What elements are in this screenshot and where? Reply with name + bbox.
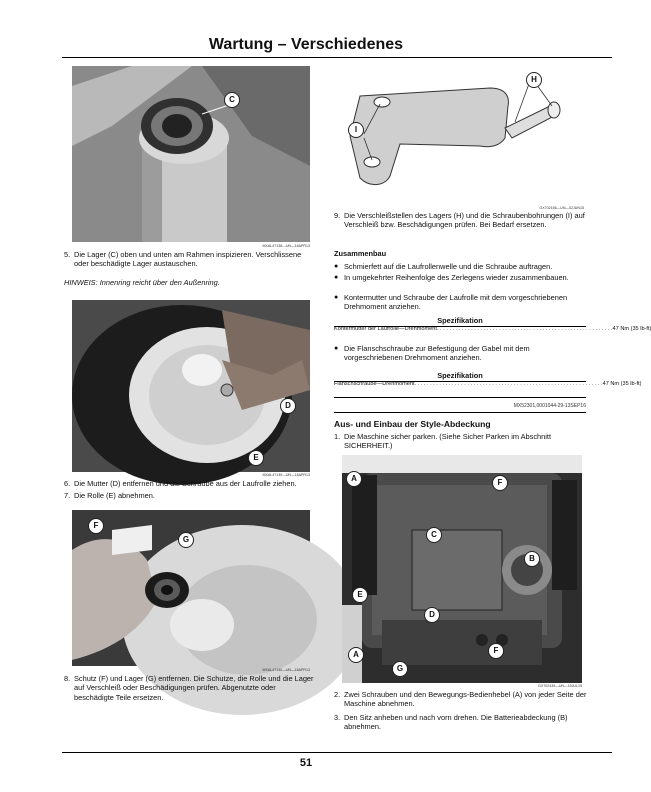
bullet-item xyxy=(334,273,586,282)
photo-caption: MXAL47140—UN—16APR13 xyxy=(262,668,310,672)
spec-leader-dots: . . . . . . . . . . . . . . . . . . . . . . . . . . . . . . . . . . . . . . . . . . . . . . . . . . . . . . . . . . . . . xyxy=(414,381,603,387)
step-text: Die Verschleißstellen des Lagers (H) und die Schraubenbohrungen (I) auf Verschleiß bzw. Beschädigungen prüfen. Bei Bedarf ersetzen. xyxy=(344,211,585,230)
callout-f: F xyxy=(88,518,104,534)
bearing-removal-photo xyxy=(72,510,310,666)
step-text: Den Sitz anheben und nach vorn drehen. Die Batterieabdeckung (B) abnehmen. xyxy=(344,713,568,732)
bullet-glyph: ● xyxy=(334,274,339,281)
step-2 xyxy=(334,690,588,709)
bullet-item xyxy=(334,293,586,312)
callout-i: I xyxy=(348,122,364,138)
callout-e: E xyxy=(248,450,264,466)
callout-a: A xyxy=(346,471,362,487)
step-9 xyxy=(334,211,586,230)
hint-note: HINWEIS: Innenring reicht über den Außenring. xyxy=(64,278,220,287)
step-3 xyxy=(334,713,588,732)
step-text: Die Rolle (E) abnehmen. xyxy=(74,491,155,500)
step-number: 7. xyxy=(64,491,71,500)
step-number: 2. xyxy=(334,690,341,699)
callout-g: G xyxy=(178,532,194,548)
subheading-zusammenbau: Zusammenbau xyxy=(334,249,387,258)
step-text: Die Mutter (D) entfernen und die Schraube aus der Laufrolle ziehen. xyxy=(74,479,297,488)
step-number: 3. xyxy=(334,713,341,722)
callout-c: C xyxy=(426,527,442,543)
callout-f: F xyxy=(488,643,504,659)
bullet-text: Kontermutter und Schraube der Laufrolle mit dem vorgeschriebenen Drehmoment anziehen. xyxy=(344,293,568,312)
caster-wheel-photo xyxy=(72,300,310,472)
photo-caption: MXAL47139—UN—16APR13 xyxy=(262,473,310,477)
bullet-glyph: ● xyxy=(334,294,339,301)
callout-g: G xyxy=(392,661,408,677)
bullet-glyph: ● xyxy=(334,263,339,270)
spec-leader-dots: . . . . . . . . . . . . . . . . . . . . . . . . . . . . . . . . . . . . . . . . . . . . . . . . . . . . . . . . . xyxy=(436,326,613,332)
spec-value: 47 Nm (35 lb-ft) xyxy=(612,326,651,332)
step-1 xyxy=(334,432,586,451)
bullet-glyph: ● xyxy=(334,345,339,352)
callout-b: B xyxy=(524,551,540,567)
callout-c: C xyxy=(224,92,240,108)
step-text: Schutz (F) und Lager (G) entfernen. Die Schutze, die Rolle und die Lager auf Verschleiß oder Beschädigungen prüfen. Abgenutzte oder beschädigte Teile ersetzen. xyxy=(74,674,314,702)
page-number: 51 xyxy=(299,757,313,769)
photo-caption: GX702439—UN—15JUL15 xyxy=(538,684,582,688)
step-6 xyxy=(64,479,314,488)
callout-d: D xyxy=(424,607,440,623)
bullet-text: Die Flanschschraube zur Befestigung der Gabel mit dem vorgeschriebenen Drehmoment anziehen. xyxy=(344,344,530,363)
header-rule xyxy=(62,57,612,58)
bullet-item xyxy=(334,344,586,363)
doc-reference: MX52301,0001044-29-13SEP16 xyxy=(513,403,586,409)
spec-heading: Spezifikation xyxy=(437,316,483,325)
callout-f: F xyxy=(492,475,508,491)
spec-label: Flanschschraube—Drehmoment xyxy=(334,381,415,387)
callout-a: A xyxy=(348,647,364,663)
callout-h: H xyxy=(526,72,542,88)
footer-rule xyxy=(62,752,612,753)
bullet-text: Schmierfett auf die Laufrollenwelle und die Schraube auftragen. xyxy=(344,262,553,271)
step-text: Zwei Schrauben und den Bewegungs-Bedienhebel (A) von jeder Seite der Maschine abnehmen. xyxy=(344,690,587,709)
callout-e: E xyxy=(352,587,368,603)
bullet-item xyxy=(334,262,586,271)
step-5 xyxy=(64,250,314,269)
spec-label: Kontermutter der Laufrolle—Drehmoment xyxy=(334,326,437,332)
step-number: 9. xyxy=(334,211,341,220)
spec-value: 47 Nm (35 lb-ft) xyxy=(602,381,642,387)
section-rule xyxy=(334,412,586,413)
step-text: Die Lager (C) oben und unten am Rahmen inspizieren. Verschlissene oder beschädigte Lager austauschen. xyxy=(74,250,302,269)
step-text: Die Maschine sicher parken. (Siehe Sicher Parken im Abschnitt SICHERHEIT.) xyxy=(344,432,552,451)
diagram-caption: GX702156—UN—02JUN15 xyxy=(539,206,584,210)
page-title: Wartung – Verschiedenes xyxy=(208,36,404,53)
step-number: 5. xyxy=(64,250,71,259)
step-8 xyxy=(64,674,316,702)
step-number: 1. xyxy=(334,432,341,441)
fork-diagram xyxy=(330,66,584,204)
spec-heading: Spezifikation xyxy=(437,371,483,380)
bullet-text: In umgekehrter Reihenfolge des Zerlegens wieder zusammenbauen. xyxy=(344,273,569,282)
photo-caption: MXAL47138—UN—16APR13 xyxy=(262,244,310,248)
step-number: 6. xyxy=(64,479,71,488)
spec-row xyxy=(334,381,642,387)
machine-overview-photo xyxy=(342,455,582,683)
step-7 xyxy=(64,491,314,500)
section-heading: Aus- und Einbau der Style-Abdeckung xyxy=(334,419,491,429)
callout-d: D xyxy=(280,398,296,414)
spec-row xyxy=(334,326,651,332)
step-number: 8. xyxy=(64,674,71,683)
bearing-photo xyxy=(72,66,310,242)
section-rule xyxy=(334,397,586,398)
